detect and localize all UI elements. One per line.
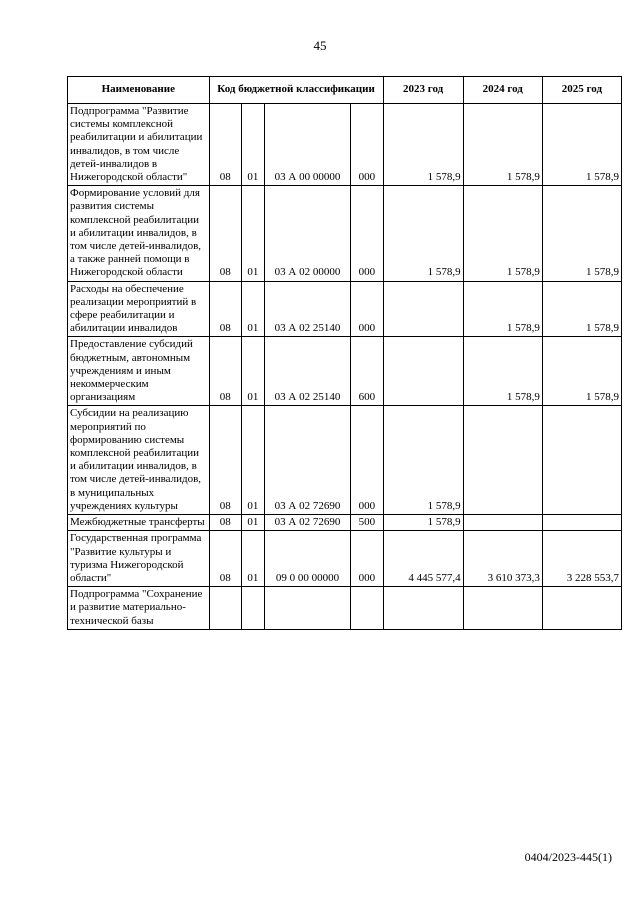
row-target-code: 03 А 02 72690 bbox=[264, 406, 350, 515]
row-section: 08 bbox=[209, 406, 241, 515]
row-section: 08 bbox=[209, 186, 241, 281]
row-expense-code: 500 bbox=[351, 515, 383, 531]
row-value-2024: 1 578,9 bbox=[463, 186, 542, 281]
row-value-2023: 1 578,9 bbox=[383, 186, 463, 281]
row-subsection: 01 bbox=[241, 406, 264, 515]
row-section: 08 bbox=[209, 281, 241, 337]
row-expense-code: 600 bbox=[351, 337, 383, 406]
row-subsection: 01 bbox=[241, 515, 264, 531]
row-name: Подпрограмма "Развитие системы комплексной реабилитации и абилитации инвалидов, в том числе детей-инвалидов в Нижегородской области" bbox=[68, 104, 210, 186]
row-value-2025: 3 228 553,7 bbox=[542, 531, 621, 587]
row-name: Межбюджетные трансферты bbox=[68, 515, 210, 531]
row-value-2023 bbox=[383, 337, 463, 406]
table-row bbox=[68, 186, 622, 281]
table-row bbox=[68, 406, 622, 515]
row-value-2024 bbox=[463, 406, 542, 515]
row-target-code: 03 А 02 25140 bbox=[264, 337, 350, 406]
header-2025: 2025 год bbox=[542, 77, 621, 104]
row-target-code: 03 А 02 00000 bbox=[264, 186, 350, 281]
table-header bbox=[68, 77, 622, 104]
table-row bbox=[68, 587, 622, 630]
row-expense-code: 000 bbox=[351, 186, 383, 281]
row-subsection: 01 bbox=[241, 281, 264, 337]
row-target-code: 03 А 00 00000 bbox=[264, 104, 350, 186]
row-section: 08 bbox=[209, 337, 241, 406]
row-value-2024: 3 610 373,3 bbox=[463, 531, 542, 587]
row-name: Государственная программа "Развитие культуры и туризма Нижегородской области" bbox=[68, 531, 210, 587]
row-value-2024: 1 578,9 bbox=[463, 104, 542, 186]
row-name: Формирование условий для развития системы комплексной реабилитации и абилитации инвалидов, в том числе детей-инвалидов, а также ранней помощи в Нижегородской области bbox=[68, 186, 210, 281]
table-row bbox=[68, 281, 622, 337]
row-value-2023: 1 578,9 bbox=[383, 515, 463, 531]
row-value-2023: 4 445 577,4 bbox=[383, 531, 463, 587]
row-subsection: 01 bbox=[241, 186, 264, 281]
row-subsection: 01 bbox=[241, 104, 264, 186]
row-value-2025: 1 578,9 bbox=[542, 104, 621, 186]
row-name: Подпрограмма "Сохранение и развитие материально-технической базы bbox=[68, 587, 210, 630]
row-subsection: 01 bbox=[241, 531, 264, 587]
header-name: Наименование bbox=[68, 77, 210, 104]
row-value-2024 bbox=[463, 587, 542, 630]
row-section bbox=[209, 587, 241, 630]
header-2024: 2024 год bbox=[463, 77, 542, 104]
row-expense-code: 000 bbox=[351, 531, 383, 587]
row-value-2023 bbox=[383, 281, 463, 337]
row-value-2024: 1 578,9 bbox=[463, 281, 542, 337]
table-row bbox=[68, 531, 622, 587]
row-value-2023 bbox=[383, 587, 463, 630]
row-value-2025 bbox=[542, 515, 621, 531]
document-id: 0404/2023-445(1) bbox=[524, 850, 612, 864]
row-value-2025: 1 578,9 bbox=[542, 186, 621, 281]
row-value-2025 bbox=[542, 406, 621, 515]
row-target-code: 09 0 00 00000 bbox=[264, 531, 350, 587]
table-row bbox=[68, 515, 622, 531]
row-expense-code: 000 bbox=[351, 406, 383, 515]
page-number: 45 bbox=[313, 38, 327, 53]
row-target-code: 03 А 02 72690 bbox=[264, 515, 350, 531]
row-expense-code bbox=[351, 587, 383, 630]
row-value-2025: 1 578,9 bbox=[542, 281, 621, 337]
row-expense-code: 000 bbox=[351, 281, 383, 337]
row-name: Субсидии на реализацию мероприятий по формированию системы комплексной реабилитации и абилитации инвалидов, в том числе детей-инвалидов, в муниципальных учреждениях культуры bbox=[68, 406, 210, 515]
row-value-2024: 1 578,9 bbox=[463, 337, 542, 406]
row-section: 08 bbox=[209, 104, 241, 186]
row-name: Предоставление субсидий бюджетным, автономным учреждениям и иным некоммерческим организациям bbox=[68, 337, 210, 406]
row-section: 08 bbox=[209, 531, 241, 587]
row-name: Расходы на обеспечение реализации мероприятий в сфере реабилитации и абилитации инвалидов bbox=[68, 281, 210, 337]
row-subsection: 01 bbox=[241, 337, 264, 406]
table-row bbox=[68, 104, 622, 186]
table-row bbox=[68, 337, 622, 406]
table-body bbox=[68, 104, 622, 630]
row-section: 08 bbox=[209, 515, 241, 531]
budget-table bbox=[67, 76, 622, 630]
row-expense-code: 000 bbox=[351, 104, 383, 186]
header-2023: 2023 год bbox=[383, 77, 463, 104]
header-code: Код бюджетной классификации bbox=[209, 77, 383, 104]
row-target-code bbox=[264, 587, 350, 630]
row-value-2023: 1 578,9 bbox=[383, 406, 463, 515]
row-target-code: 03 А 02 25140 bbox=[264, 281, 350, 337]
row-value-2024 bbox=[463, 515, 542, 531]
row-value-2023: 1 578,9 bbox=[383, 104, 463, 186]
row-value-2025 bbox=[542, 587, 621, 630]
row-subsection bbox=[241, 587, 264, 630]
row-value-2025: 1 578,9 bbox=[542, 337, 621, 406]
